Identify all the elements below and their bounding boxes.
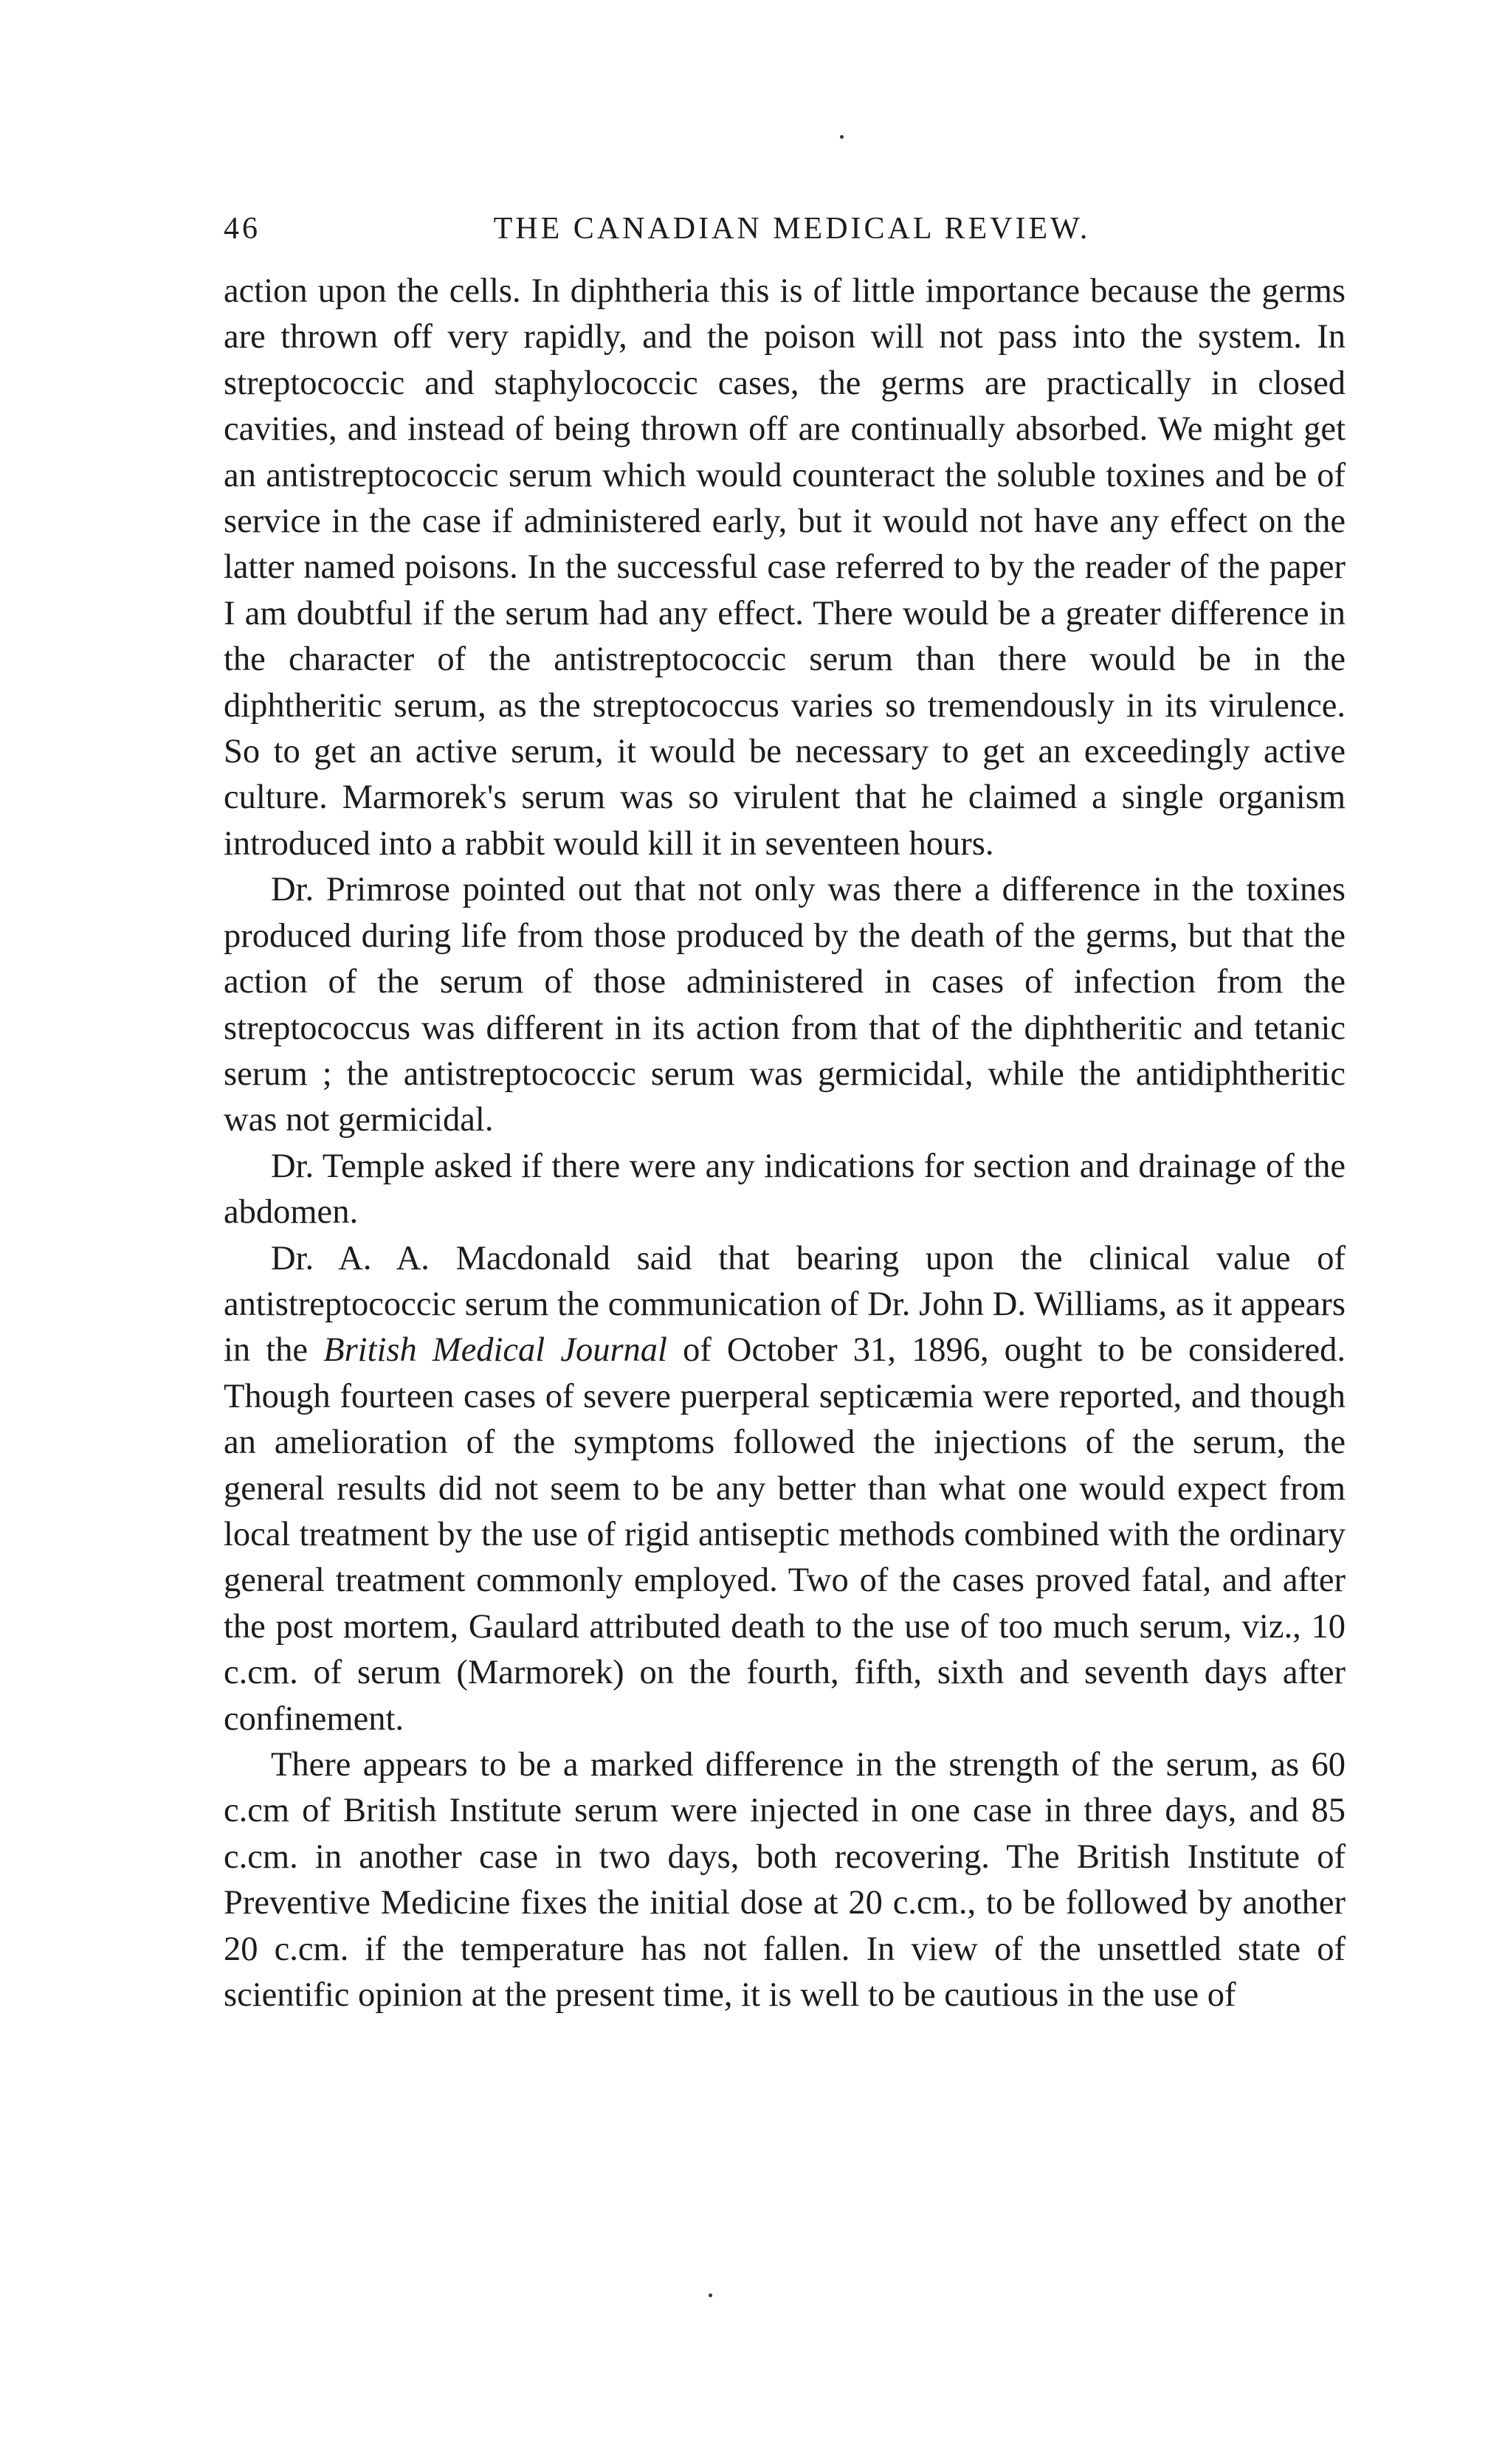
paragraph-3: Dr. Temple asked if there were any indications for section and drainage of the abdomen. — [224, 1147, 1346, 1232]
running-head — [224, 199, 1346, 258]
paragraph-5: There appears to be a marked difference in the strength of the serum, as 60 c.cm of British Institute serum were injected in one case in three days, and 85 c.cm. in another case in two days, both recovering. The British Institute of Preventive Medicine fixes the initial dose at 20 c.cm., to be followed by another 20 c.cm. if the temperature has not fallen. In view of the unsettled state of scientific opinion at the present time, it is well to be cautious in the use of — [224, 1746, 1346, 2015]
journal-citation: British Medical Journal — [323, 1331, 667, 1370]
document-page — [224, 199, 1346, 2018]
paragraph-4 — [224, 1236, 1346, 1742]
paragraph-4-text-a: Dr. A. A. Macdonald said that bearing upon the clinical value of antistreptococcic serum the communication of Dr. John D. Williams, as it appears in the — [224, 1239, 1346, 1370]
speck-mark — [709, 2294, 712, 2297]
page-number: 46 — [224, 212, 261, 246]
paragraph-1: action upon the cells. In diphtheria this is of little importance because the germs are thrown off very rapidly, and the poison will not pass into the system. In streptococcic and staphylococcic cases, the germs are practically in closed cavities, and instead of being thrown off are continually absorbed. We might get an antistreptococcic serum which would counteract the soluble toxines and be of service in the case if administered early, but it would not have any effect on the latter named poisons. In the successful case referred to by the reader of the paper I am doubtful if the serum had any effect. There would be a greater difference in the character of the antistreptococcic serum than there would be in the diphtheritic serum, as the streptococcus varies so tremendously in its virulence. So to get an active serum, it would be necessary to get an exceedingly active culture. Marmorek's serum was so virulent that he claimed a single organism introduced into a rabbit would kill it in seventeen hours. — [224, 272, 1346, 863]
speck-mark — [840, 135, 844, 139]
body-text — [224, 269, 1346, 2018]
paragraph-4-text-b: of October 31, 1896, ought to be considered. Though fourteen cases of severe puerperal septicæmia were reported, and though an amelioration of the symptoms followed the injections of the serum, the general results did not seem to be any better than what one would expect from local treatment by the use of rigid antiseptic methods combined with the ordinary general treatment commonly employed. Two of the cases proved fatal, and after the post mortem, Gaulard attributed death to the use of too much serum, viz., 10 c.cm. of serum (Marmorek) on the fourth, fifth, sixth and seventh days after confinement. — [224, 1331, 1346, 1738]
journal-title: THE CANADIAN MEDICAL REVIEW. — [493, 212, 1091, 246]
paragraph-2: Dr. Primrose pointed out that not only was there a difference in the toxines produced during life from those produced by the death of the germs, but that the action of the serum of those administered in cases of infection from the streptococcus was different in its action from that of the diphtheritic and tetanic serum ; the antistreptococcic serum was germicidal, while the antidiphtheritic was not germicidal. — [224, 871, 1346, 1139]
